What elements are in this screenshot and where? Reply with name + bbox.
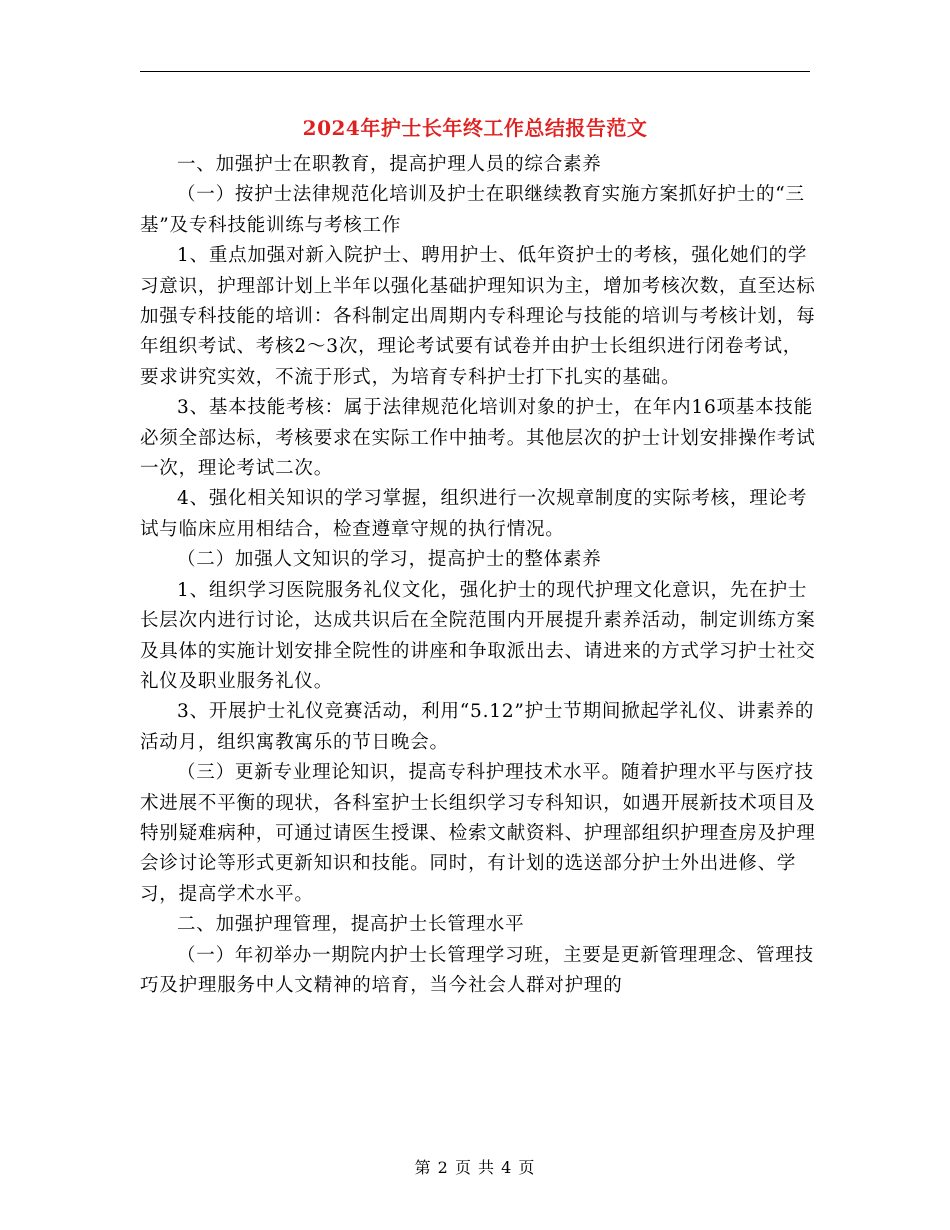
document-title: 2024年护士长年终工作总结报告范文 bbox=[302, 116, 648, 140]
paragraph: 3、基本技能考核：属于法律规范化培训对象的护士，在年内16项基本技能必须全部达标，考核要求在实际工作中抽考。其他层次的护士计划安排操作考试一次，理论考试二次。 bbox=[140, 397, 816, 480]
header-rule bbox=[140, 71, 810, 72]
paragraph: 4、强化相关知识的学习掌握，组织进行一次规章制度的实际考核，理论考试与临床应用相结合，检查遵章守规的执行情况。 bbox=[140, 488, 808, 540]
paragraph: （一）按护士法律规范化培训及护士在职继续教育实施方案抓好护士的“三基”及专科技能训练与考核工作 bbox=[140, 184, 805, 236]
paragraph: （二）加强人文知识的学习，提高护士的整体素养 bbox=[177, 549, 602, 571]
paragraph: 1、重点加强对新入院护士、聘用护士、低年资护士的考核，强化她们的学习意识，护理部计划上半年以强化基础护理知识为主，增加考核次数，直至达标加强专科技能的培训：各科制定出周期内专科理论与技能的培训与考核计划，每年组织考试、考核2～3次，理论考试要有试卷并由护士长组织进行闭卷考试，要求讲究实效，不流于形式，为培育专科护士打下扎实的基础。 bbox=[140, 245, 816, 388]
paragraph: （三）更新专业理论知识，提高专科护理技术水平。随着护理水平与医疗技术进展不平衡的现状，各科室护士长组织学习专科知识，如遇开展新技术项目及特别疑难病种，可通过请医生授课、检索文献资料、护理部组织护理查房及护理会诊讨论等形式更新知识和技能。同时，有计划的选送部分护士外出进修、学习，提高学术水平。 bbox=[140, 762, 816, 905]
paragraph: （一）年初举办一期院内护士长管理学习班，主要是更新管理理念、管理技巧及护理服务中人文精神的培育，当今社会人群对护理的 bbox=[140, 944, 814, 996]
paragraph: 1、组织学习医院服务礼仪文化，强化护士的现代护理文化意识，先在护士长层次内进行讨论，达成共识后在全院范围内开展提升素养活动，制定训练方案及具体的实施计划安排全院性的讲座和争取派出去、请进来的方式学习护士社交礼仪及职业服务礼仪。 bbox=[140, 579, 816, 692]
paragraph: 二、加强护理管理，提高护士长管理水平 bbox=[177, 914, 525, 936]
paragraph: 3、开展护士礼仪竞赛活动，利用“5.12”护士节期间掀起学礼仪、讲素养的活动月，组织寓教寓乐的节日晚会。 bbox=[140, 701, 815, 753]
page-footer: 第 2 页 共 4 页 bbox=[414, 1158, 536, 1177]
paragraph: 一、加强护士在职教育，提高护理人员的综合素养 bbox=[177, 154, 602, 175]
document-body bbox=[140, 150, 820, 1001]
